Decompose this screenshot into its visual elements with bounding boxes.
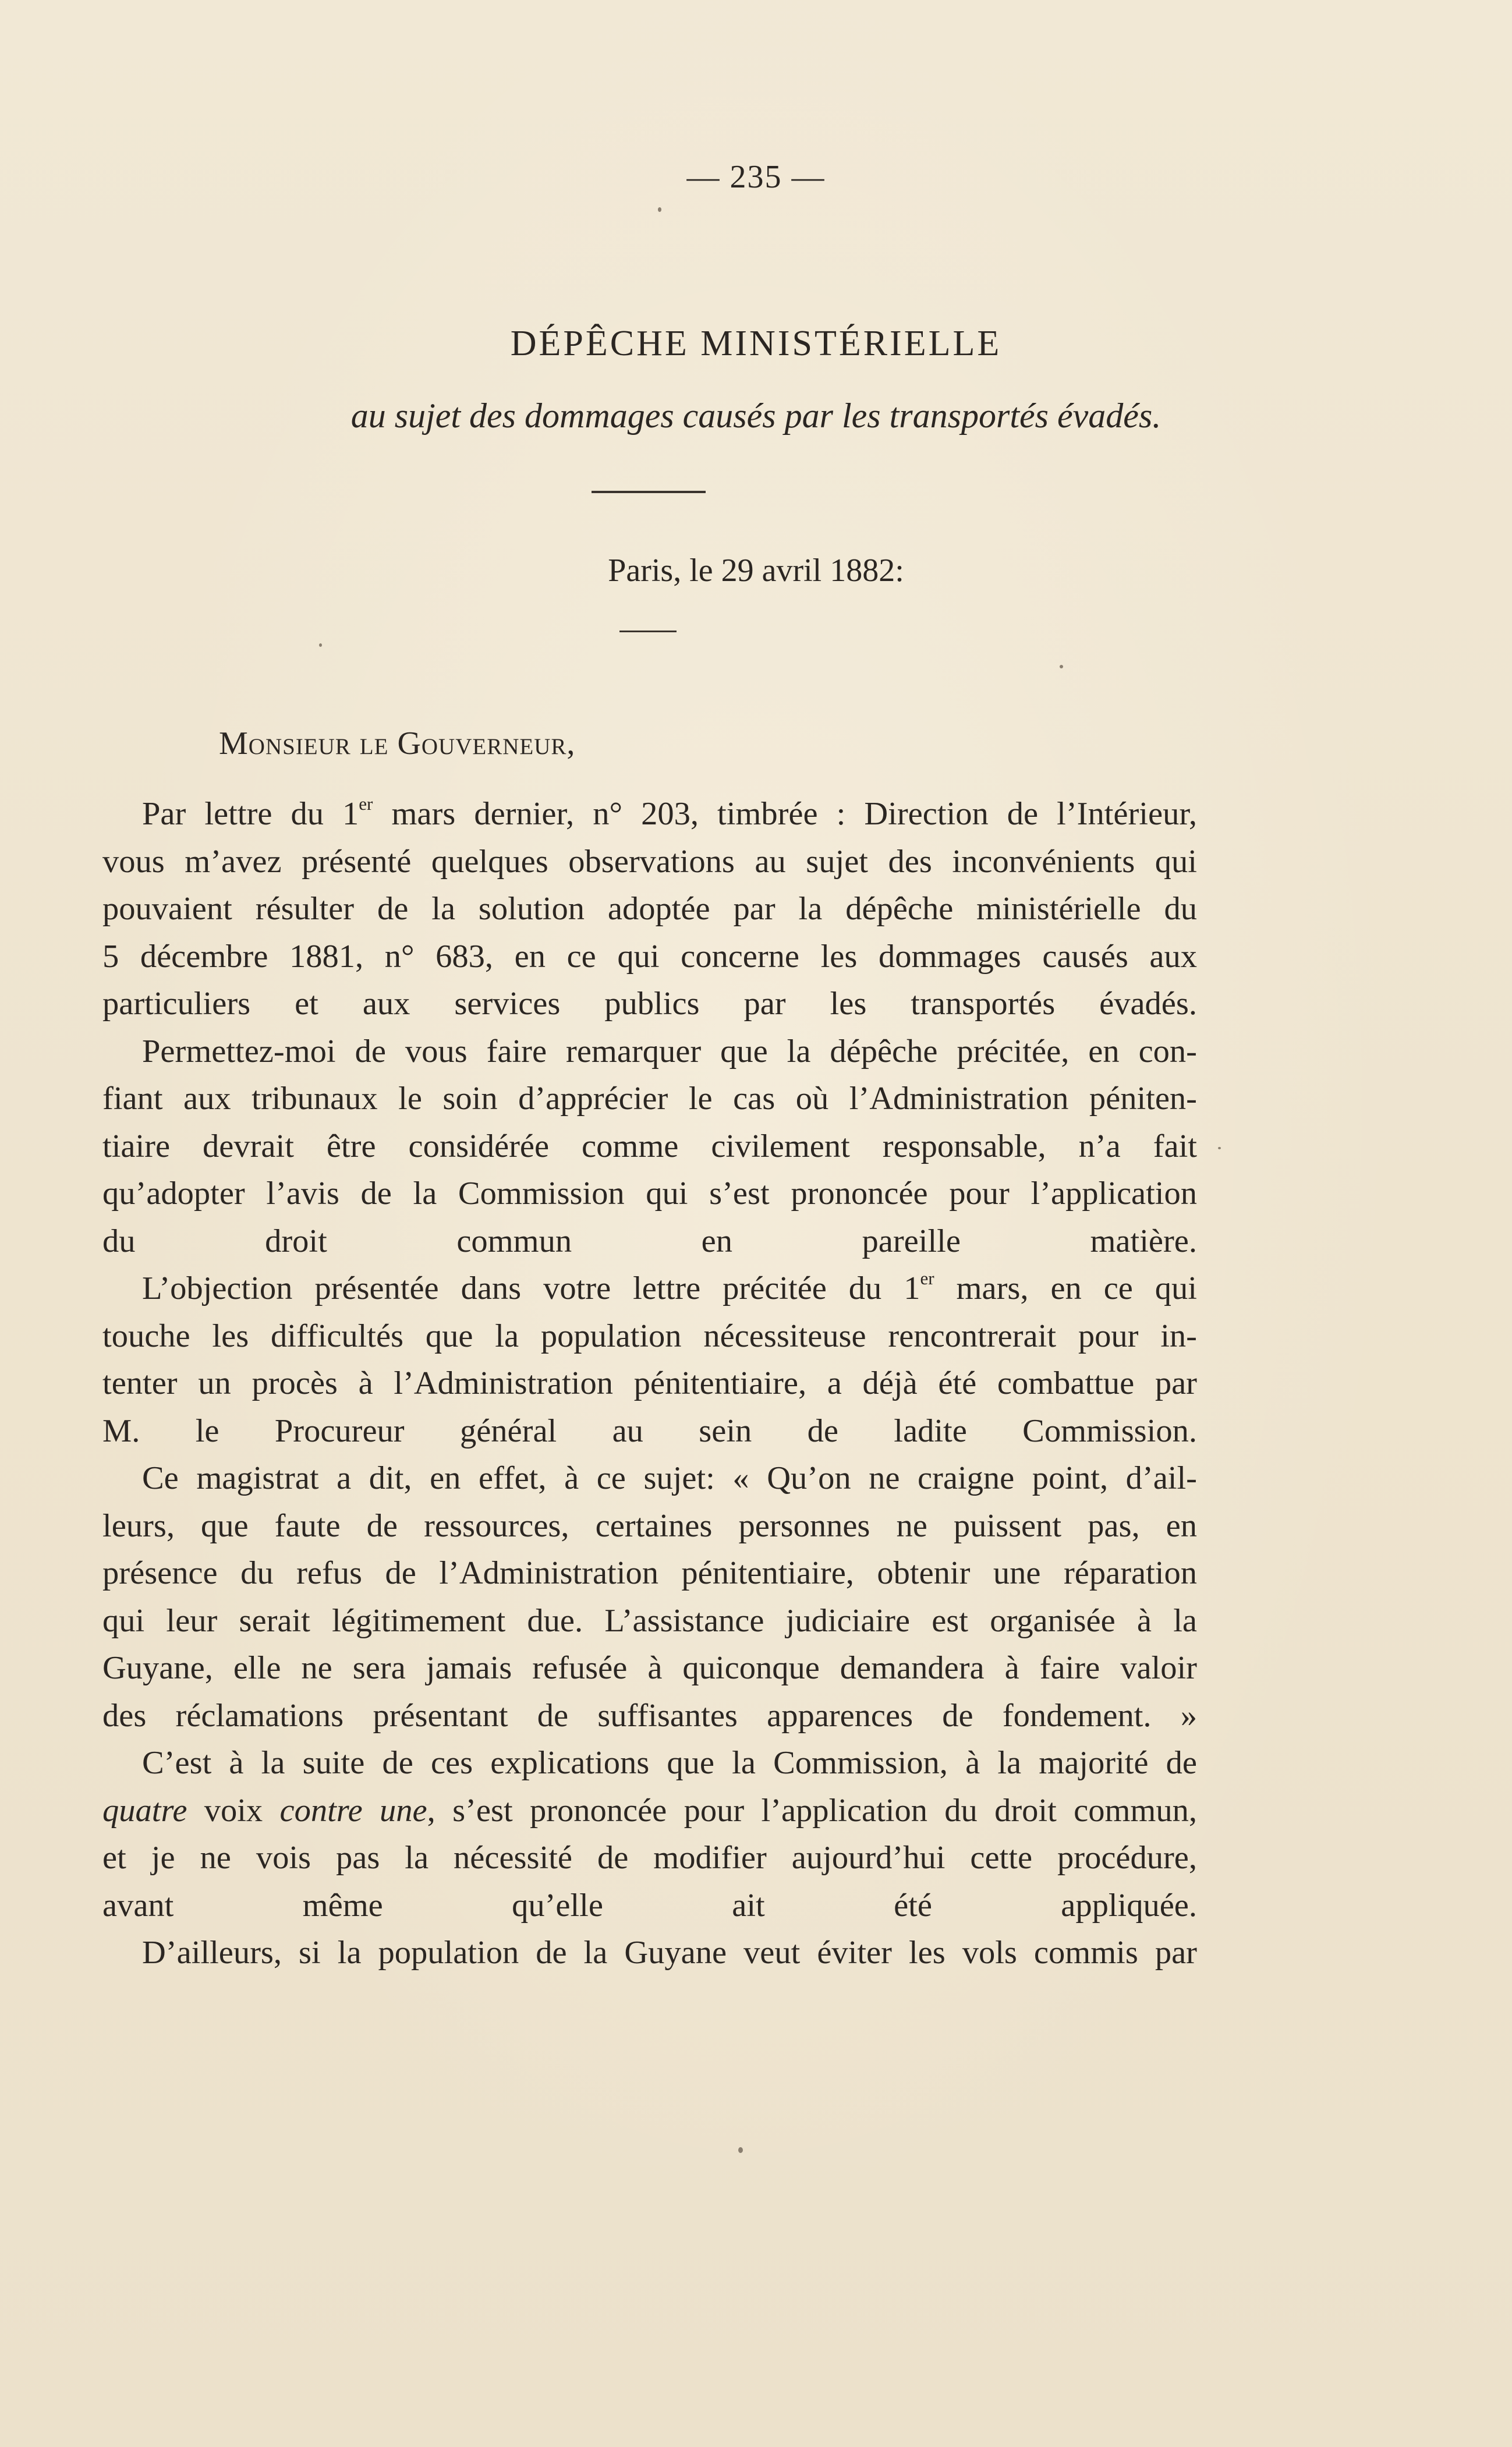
text-line: et je ne vois pas la nécessité de modifier aujourd’hui cette procédure,: [102, 1840, 1197, 1876]
dateline: Paris, le 29 avril 1882:: [608, 553, 904, 589]
text-line: qui leur serait légitimement due. L’assistance judiciaire est organisée à la: [102, 1602, 1197, 1639]
document-subtitle: au sujet des dommages causés par les transportés évadés.: [350, 396, 1162, 435]
text-line: D’ailleurs, si la population de la Guyane veut éviter les vols commis par: [142, 1935, 1197, 1971]
salutation: Monsieur le Gouverneur,: [219, 725, 576, 762]
text-line: quatre voix contre une, s’est prononcée pour l’application du droit commun,: [102, 1792, 1197, 1829]
text-line: qu’adopter l’avis de la Commission qui s’est prononcée pour l’application: [102, 1175, 1197, 1212]
text-line: particuliers et aux services publics par les transportés évadés.: [102, 986, 1197, 1022]
text-line: vous m’avez présenté quelques observations au sujet des inconvénients qui: [102, 843, 1197, 880]
letter-body: [102, 791, 1197, 1977]
text-line: M. le Procureur général au sein de ladite Commission.: [102, 1412, 1197, 1449]
scan-speck: [1218, 1147, 1221, 1149]
text-line: C’est à la suite de ces explications que la Commission, à la majorité de: [142, 1745, 1197, 1781]
scan-speck: [1060, 665, 1063, 668]
paragraph-6: [102, 1929, 1197, 1977]
text-line: Ce magistrat a dit, en effet, à ce sujet: « Qu’on ne craigne point, d’ail-: [142, 1460, 1197, 1496]
dateline-divider: [619, 631, 677, 632]
paragraph-3: [102, 1265, 1197, 1455]
scan-speck: [319, 643, 322, 647]
paragraph-5: [102, 1740, 1197, 1929]
text-line: L’objection présentée dans votre lettre précitée du 1er mars, en ce qui: [142, 1268, 1197, 1306]
text-line: Permettez-moi de vous faire remarquer que la dépêche précitée, en con-: [142, 1033, 1197, 1070]
text-line: présence du refus de l’Administration pénitentiaire, obtenir une réparation: [102, 1555, 1197, 1591]
text-line: des réclamations présentant de suffisantes apparences de fondement. »: [102, 1697, 1197, 1734]
text-line: fiant aux tribunaux le soin d’apprécier le cas où l’Administration péniten-: [102, 1081, 1197, 1117]
text-line: 5 décembre 1881, n° 683, en ce qui concerne les dommages causés aux: [102, 938, 1197, 975]
text-line: pouvaient résulter de la solution adoptée par la dépêche ministérielle du: [102, 891, 1197, 927]
text-line: Guyane, elle ne sera jamais refusée à quiconque demandera à faire valoir: [102, 1650, 1197, 1686]
document-title: DÉPÊCHE MINISTÉRIELLE: [510, 324, 1002, 363]
paragraph-4: [102, 1455, 1197, 1740]
scan-speck: [658, 207, 661, 212]
text-line: du droit commun en pareille matière.: [102, 1223, 1197, 1259]
paragraph-2: [102, 1028, 1197, 1266]
page-number: — 235 —: [686, 159, 826, 195]
text-line: touche les difficultés que la population nécessiteuse rencontrerait pour in-: [102, 1318, 1197, 1354]
text-line: tenter un procès à l’Administration pénitentiaire, a déjà été combattue par: [102, 1365, 1197, 1401]
text-line: avant même qu’elle ait été appliquée.: [102, 1887, 1197, 1924]
paragraph-1: [102, 791, 1197, 1028]
title-divider: [592, 491, 706, 493]
scan-speck: [738, 2147, 743, 2153]
text-line: tiaire devrait être considérée comme civilement responsable, n’a fait: [102, 1128, 1197, 1164]
text-line: leurs, que faute de ressources, certaines personnes ne puissent pas, en: [102, 1507, 1197, 1544]
text-line: Par lettre du 1er mars dernier, n° 203, timbrée : Direction de l’Intérieur,: [142, 794, 1197, 832]
